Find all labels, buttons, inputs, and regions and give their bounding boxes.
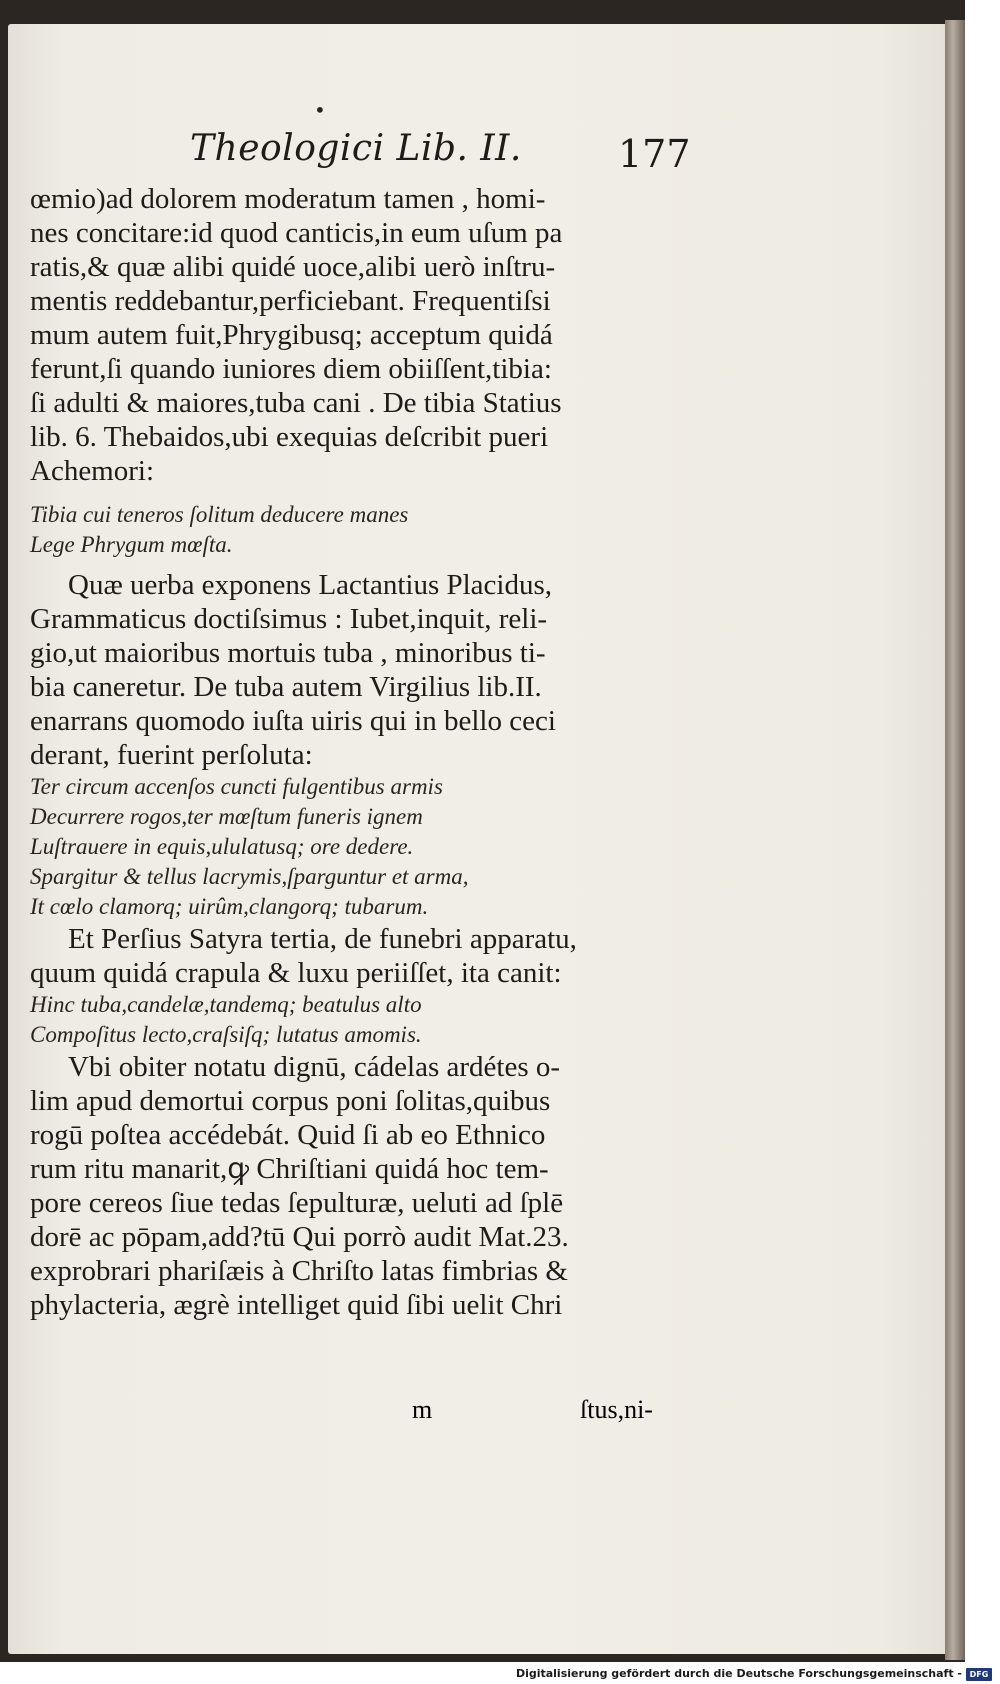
verse-line: Ter circum accenſos cuncti fulgentibus armis (30, 774, 443, 799)
body-line: derant, fuerint perſoluta: (30, 739, 313, 771)
header-ornament: • (314, 98, 326, 122)
body-line: Vbi obiter notatu dignū, cádelas ardétes o- (68, 1051, 561, 1083)
digitization-footer (0, 1666, 1000, 1684)
page-number: 177 (618, 132, 691, 176)
verse-line: Lege Phrygum mœſta. (30, 532, 233, 557)
body-line: Et Perſius Satyra tertia, de funebri apparatu, (68, 923, 577, 955)
body-line: Grammaticus doctiſsimus : Iubet,inquit, reli- (30, 603, 548, 635)
body-line: mentis reddebantur,perficiebant. Frequentiſsi (30, 285, 551, 317)
body-line: rogū poſtea accédebát. Quid ſi ab eo Ethnico (30, 1119, 546, 1151)
dfg-logo: DFG (966, 1668, 992, 1681)
verse-line: Spargitur & tellus lacrymis,ſparguntur et arma, (30, 864, 469, 889)
verse-line: Tibia cui teneros ſolitum deducere manes (30, 502, 409, 527)
body-line: rum ritu manarit,ꝙ Chriſtiani quidá hoc tem- (30, 1153, 549, 1185)
body-line: pore cereos ſiue tedas ſepulturæ, ueluti ad ſplē (30, 1187, 564, 1219)
body-line: mum autem fuit,Phrygibusq; acceptum quidá (30, 319, 553, 351)
body-line: dorē ac pōpam,add?tū Qui porrò audit Mat.23. (30, 1221, 569, 1253)
body-line: Quæ uerba exponens Lactantius Placidus, (68, 569, 553, 601)
body-line: quum quidá crapula & luxu periiſſet, ita canit: (30, 957, 562, 989)
body-line: œmio)ad dolorem moderatum tamen , homi- (30, 183, 546, 215)
body-line: gio,ut maioribus mortuis tuba , minoribus ti- (30, 637, 546, 669)
body-line: ratis,& quæ alibi quidé uoce,alibi uerò inſtru- (30, 251, 556, 283)
body-line: exprobrari phariſæis à Chriſto latas fimbrias & (30, 1255, 568, 1287)
page-body (30, 182, 680, 1322)
verse-line: Luſtrauere in equis,ululatusq; ore dedere. (30, 834, 414, 859)
page-header (18, 98, 691, 178)
body-line: phylacteria, ægrè intelliget quid ſibi uelit Chri (30, 1289, 563, 1321)
body-line: lim apud demortui corpus poni ſolitas,quibus (30, 1085, 551, 1117)
verse-line: Compoſitus lecto,craſsiſq; lutatus amomis. (30, 1022, 422, 1047)
running-title: Theologici Lib. II. (190, 128, 522, 169)
page-foot-marks (30, 1395, 690, 1425)
footer-credit: Digitalisierung gefördert durch die Deutsche Forschungsgemeinschaft - (515, 1667, 962, 1680)
body-line: lib. 6. Thebaidos,ubi exequias deſcribit pueri (30, 421, 549, 453)
body-line: ſi adulti & maiores,tuba cani . De tibia Statius (30, 387, 562, 419)
signature-mark: m (412, 1395, 433, 1424)
body-line: ferunt,ſi quando iuniores diem obiiſſent,tibia: (30, 353, 552, 385)
page-edge (945, 20, 965, 1660)
body-line: enarrans quomodo iuſta uiris qui in bello ceci (30, 705, 556, 737)
verse-line: It cœlo clamorq; uirûm,clangorq; tubarum. (30, 894, 429, 919)
catchword: ſtus,ni- (580, 1395, 653, 1424)
body-line: Achemori: (30, 455, 155, 487)
verse-line: Hinc tuba,candelæ,tandemq; beatulus alto (30, 992, 422, 1017)
verse-line: Decurrere rogos,ter mœſtum funeris ignem (30, 804, 423, 829)
body-line: bia caneretur. De tuba autem Virgilius lib.II. (30, 671, 542, 703)
body-line: nes concitare:id quod canticis,in eum uſum pa (30, 217, 563, 249)
